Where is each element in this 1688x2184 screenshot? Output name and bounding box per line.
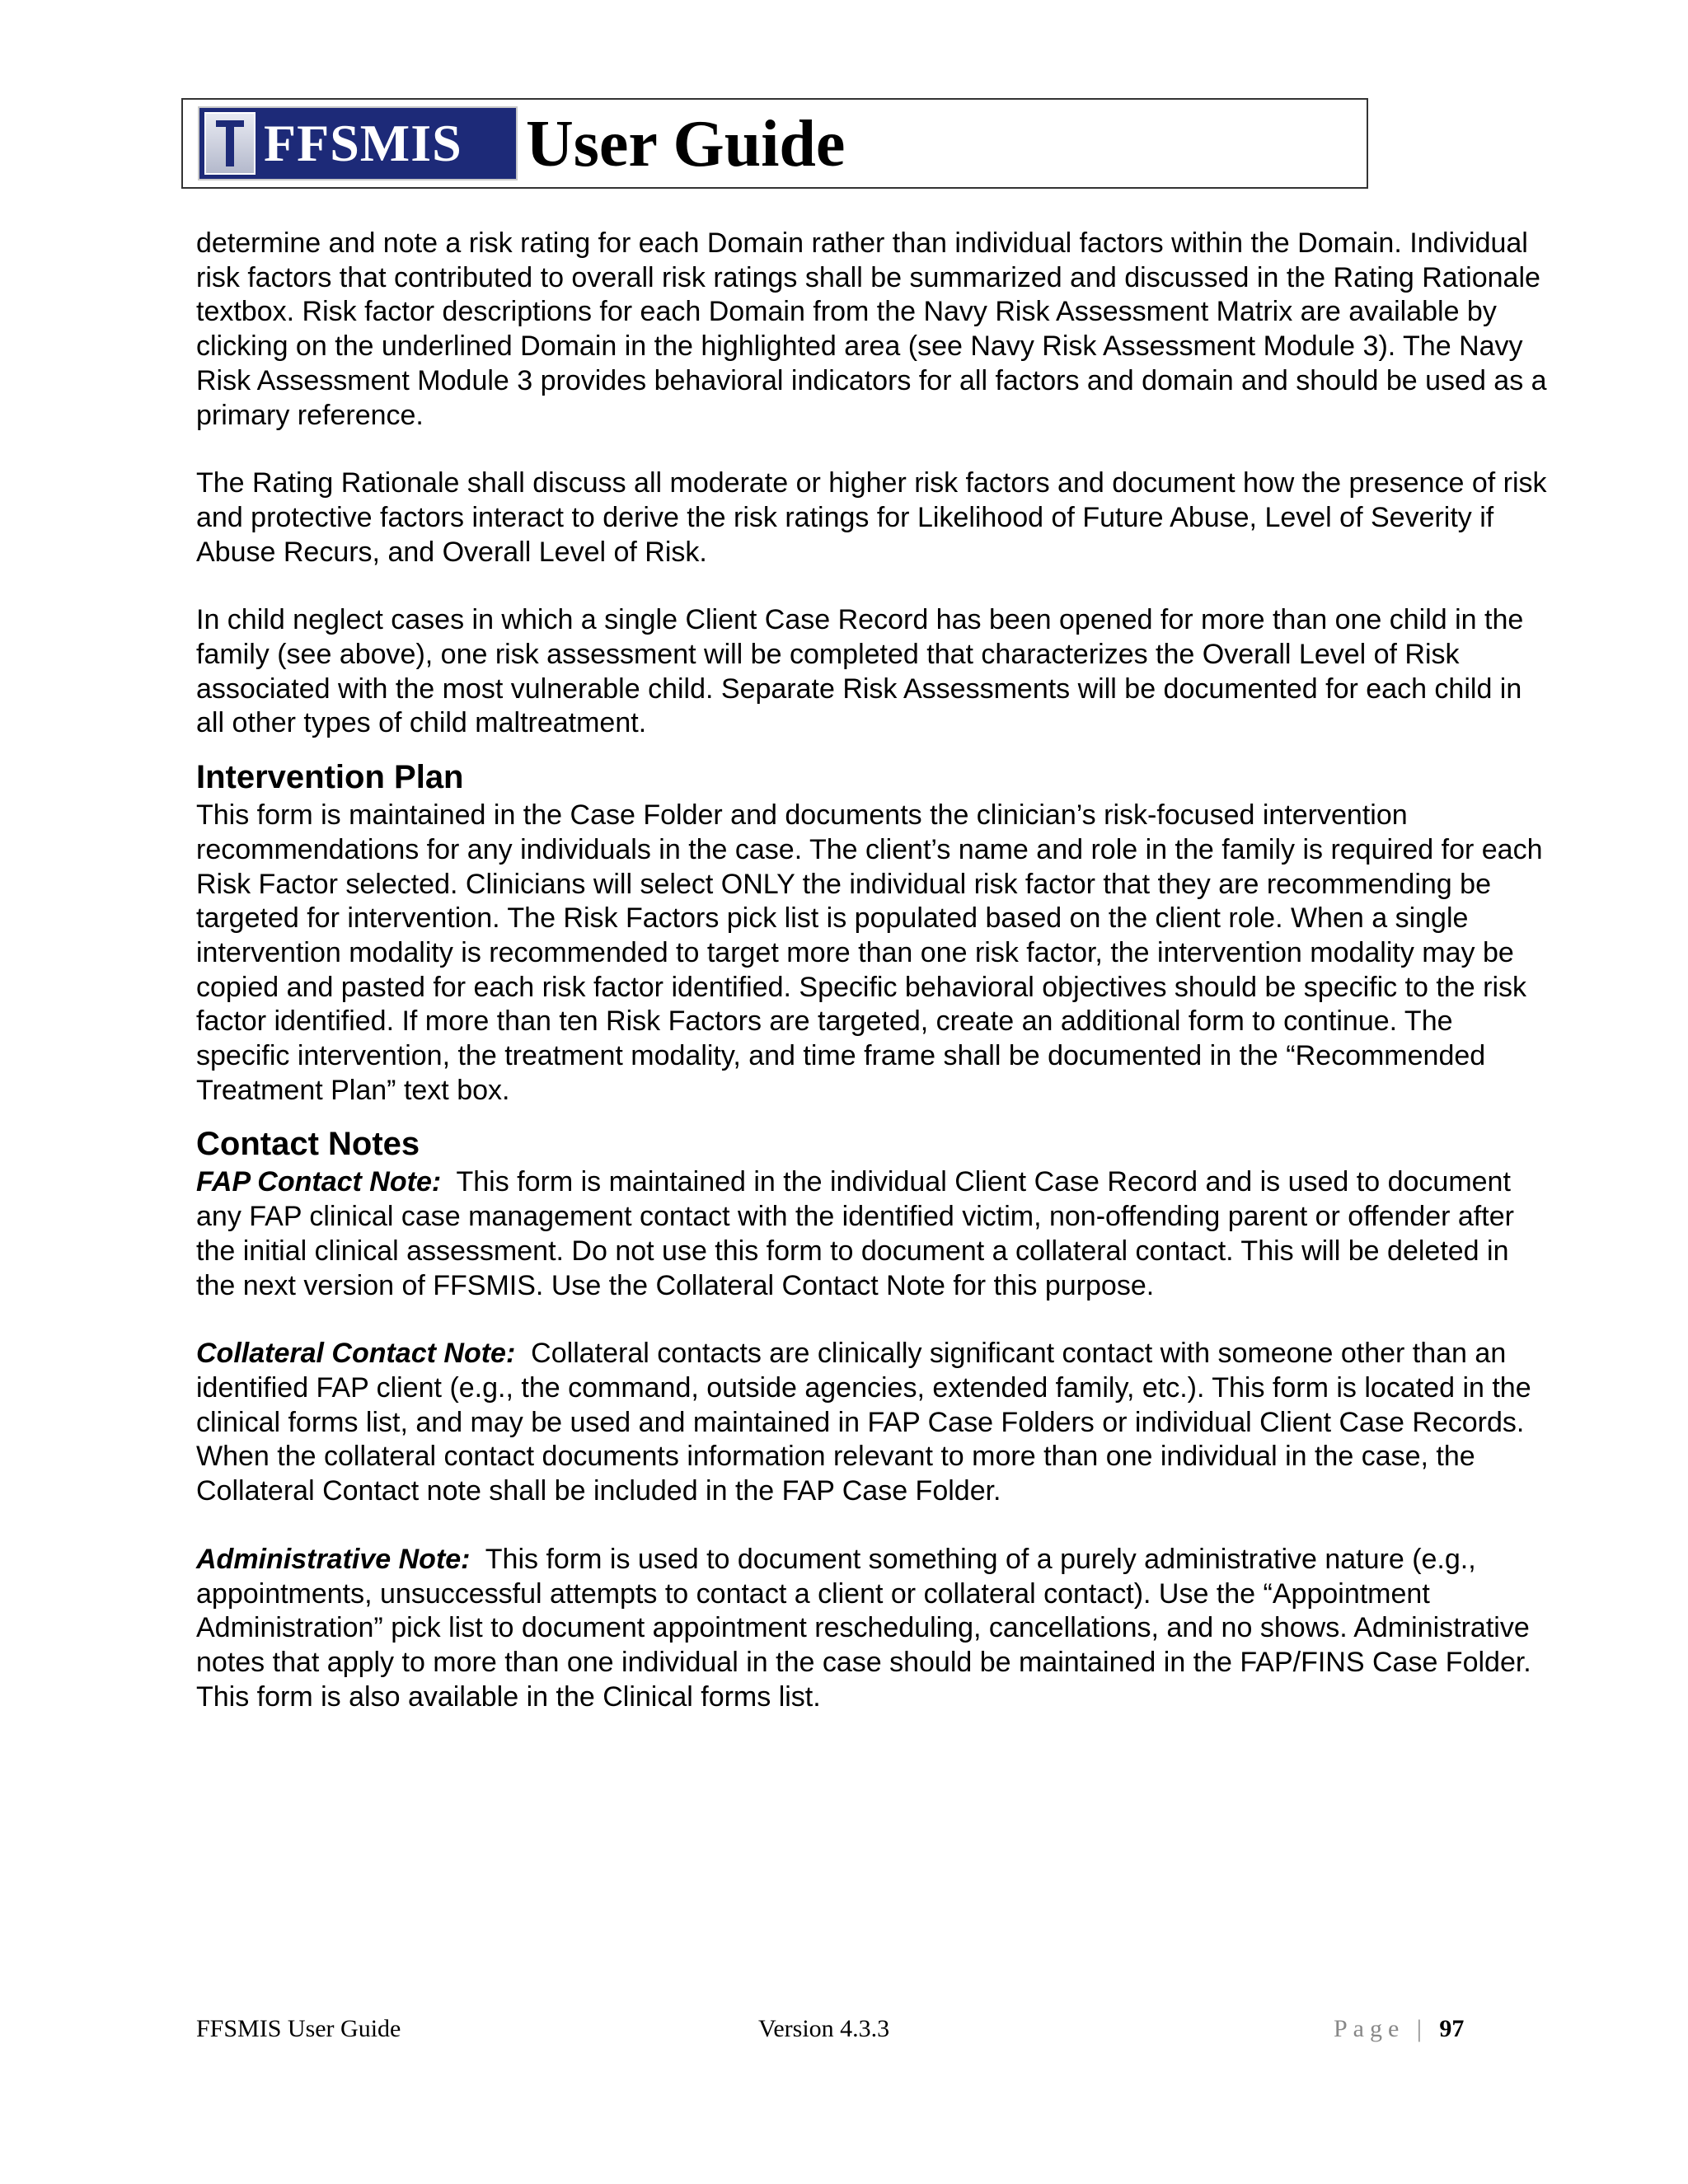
header-title: User Guide — [526, 108, 846, 180]
heading-contact-notes: Contact Notes — [196, 1126, 420, 1163]
collateral-contact-note-label: Collateral Contact Note: — [196, 1338, 516, 1370]
paragraph-rating-rationale: The Rating Rationale shall discuss all moderate or higher risk factors and document how the presence of risk and protective factors interact to derive the risk ratings for Likelihood of Future Abuse, Level of Severity if Abuse Recurs, and Overall Level of Risk. — [196, 467, 1547, 568]
paragraph-administrative-note — [196, 1543, 1548, 1715]
ffsmis-logo — [198, 106, 518, 180]
footer-title: FFSMIS User Guide — [196, 2015, 401, 2042]
page-footer — [0, 2015, 1688, 2048]
collateral-contact-note-text: Collateral contacts are clinically significant contact with someone other than an identified FAP client (e.g., the command, outside agencies, extended family, etc.). This form is located in the clinical forms list, and may be used and maintained in FAP Case Folders or individual Client Case Records. When the collateral contact documents information relevant to more than one individual in the case, the Collateral Contact note shall be included in the FAP Case Folder. — [196, 1338, 1531, 1507]
fap-contact-note-text: This form is maintained in the individual Client Case Record and is used to document any FAP clinical case management contact with the identified victim, non-offending parent or offender after the initial clinical assessment. Do not use this form to document a collateral contact. This will be deleted in the next version of FFSMIS. Use the Collateral Contact Note for this purpose. — [196, 1166, 1514, 1301]
paragraph-collateral-contact-note — [196, 1337, 1548, 1509]
administrative-note-label: Administrative Note: — [196, 1543, 471, 1575]
header-banner — [181, 98, 1368, 189]
logo-text: FFSMIS — [264, 114, 462, 172]
footer-version: Version 4.3.3 — [758, 2015, 890, 2042]
paragraph-child-neglect: In child neglect cases in which a single Client Case Record has been opened for more than one child in the family (see above), one risk assessment will be completed that characterizes the Overall Level of Risk associated with the most vulnerable child. Separate Risk Assessments will be documented for each child in all other types of child maltreatment. — [196, 604, 1524, 739]
footer-page-number: 97 — [1439, 2015, 1465, 2042]
heading-intervention-plan: Intervention Plan — [196, 759, 464, 796]
pillar-icon — [204, 112, 256, 175]
fap-contact-note-label: FAP Contact Note: — [196, 1166, 442, 1198]
paragraph-fap-contact-note — [196, 1165, 1548, 1303]
footer-page-label: Page | — [1334, 2015, 1428, 2042]
administrative-note-text: This form is used to document something of a purely administrative nature (e.g., appointments, unsuccessful attempts to contact a client or collateral contact). Use the “Appointment Administration” pick list to document appointment rescheduling, cancellations, and no shows. Administrative notes that apply to more than one individual in the case should be maintained in the FAP/FINS Case Folder. This form is also available in the Clinical forms list. — [196, 1543, 1531, 1713]
footer-page — [1334, 2015, 1464, 2043]
page-content — [196, 227, 1548, 1748]
paragraph-intervention-plan: This form is maintained in the Case Folder and documents the clinician’s risk-focused intervention recommendations for any individuals in the case. The client’s name and role in the family is required for each Risk Factor selected. Clinicians will select ONLY the individual risk factor that they are recommending be targeted for intervention. The Risk Factors pick list is populated based on the client role. When a single intervention modality is recommended to target more than one risk factor, the intervention modality may be copied and pasted for each risk factor identified. Specific behavioral objectives should be specific to the risk factor identified. If more than ten Risk Factors are targeted, create an additional form to continue. The specific intervention, the treatment modality, and time frame shall be documented in the “Recommended Treatment Plan” text box. — [196, 799, 1543, 1106]
paragraph-risk-rating: determine and note a risk rating for each Domain rather than individual factors within the Domain. Individual risk factors that contributed to overall risk ratings shall be summarized and discussed in the Rating Rationale textbox. Risk factor descriptions for each Domain from the Navy Risk Assessment Matrix are available by clicking on the underlined Domain in the highlighted area (see Navy Risk Assessment Module 3). The Navy Risk Assessment Module 3 provides behavioral indicators for all factors and domain and should be used as a primary reference. — [196, 227, 1547, 431]
